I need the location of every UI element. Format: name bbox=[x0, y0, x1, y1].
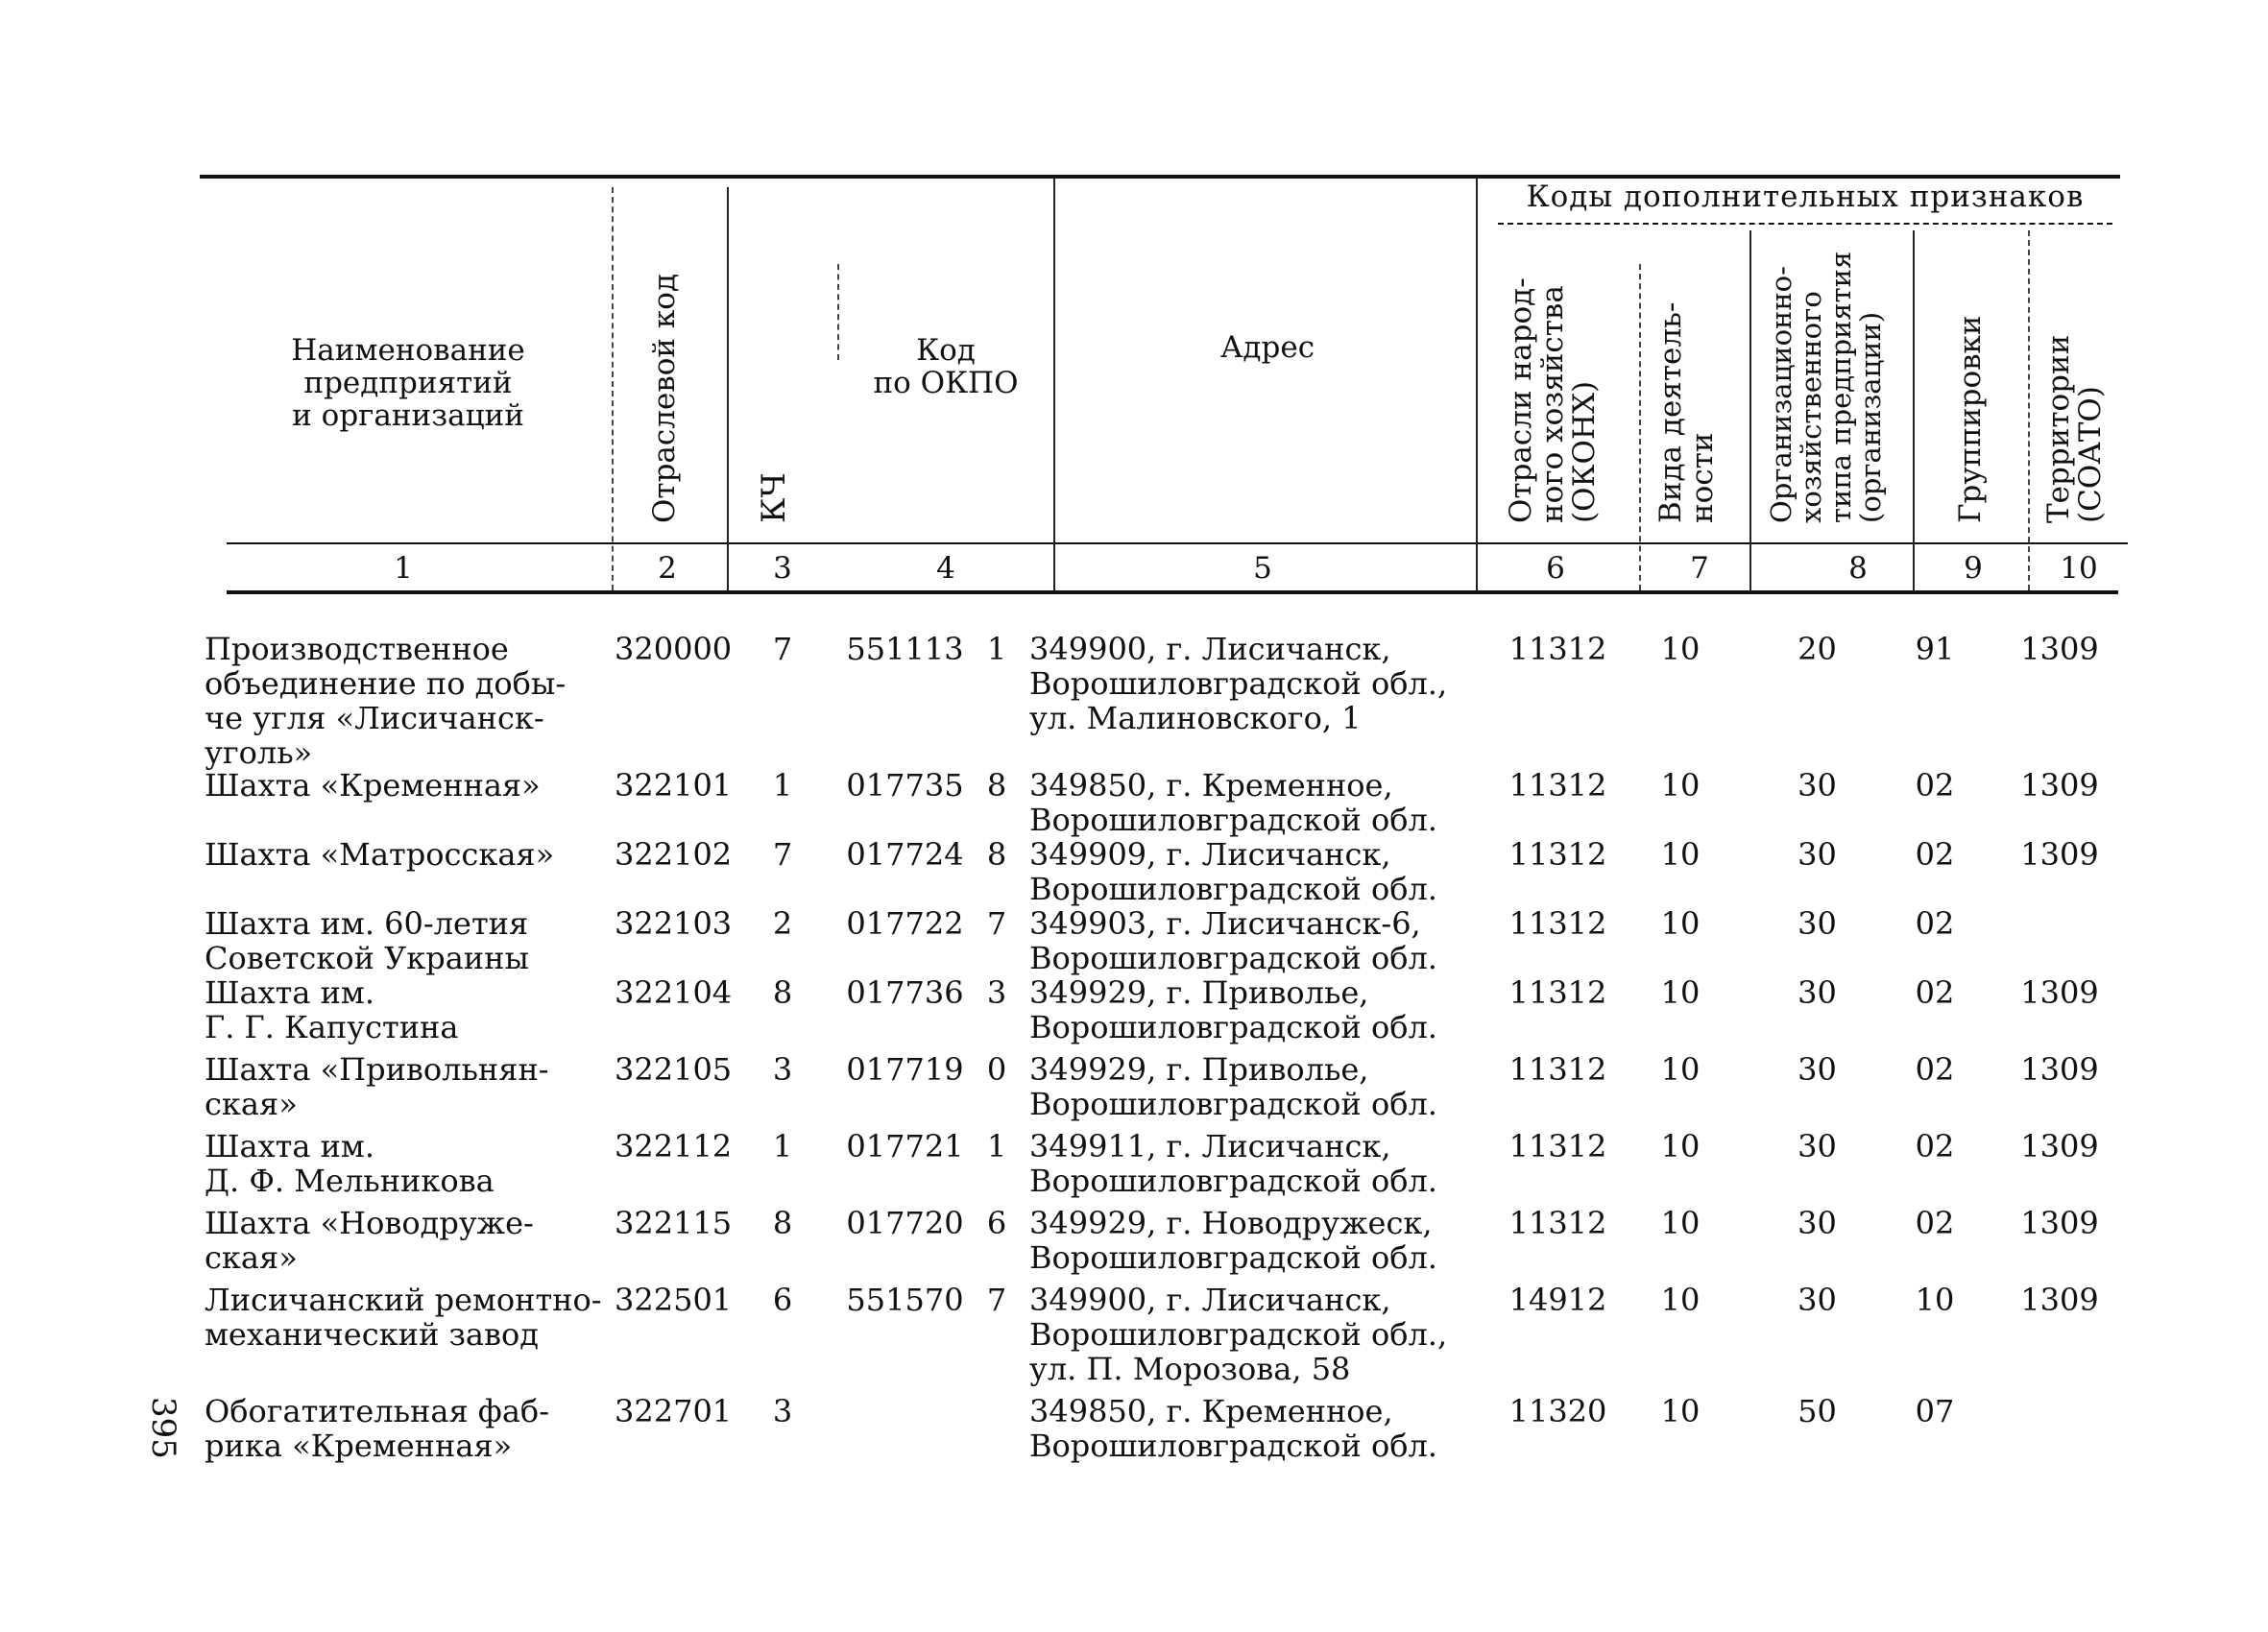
address-line: Ворошиловградской обл. bbox=[1029, 1163, 1437, 1199]
okpo-check-digit: 8 bbox=[986, 836, 1007, 873]
col-sep-7 bbox=[1749, 230, 1751, 590]
okpo-check-digit: 0 bbox=[986, 1051, 1007, 1088]
kch-value: 1 bbox=[772, 767, 793, 804]
activity-code: 10 bbox=[1660, 974, 1701, 1011]
group-code: 02 bbox=[1915, 836, 1955, 873]
enterprise-name-line: Шахта им. bbox=[205, 1128, 374, 1164]
org-type-code: 30 bbox=[1798, 1051, 1837, 1088]
group-code: 02 bbox=[1915, 1051, 1955, 1088]
address-line: Ворошиловградской обл. bbox=[1029, 940, 1437, 976]
soato-code: 1309 bbox=[2020, 836, 2099, 873]
okonh-code: 11312 bbox=[1508, 836, 1607, 873]
col-number: 2 bbox=[658, 551, 677, 586]
activity-code: 10 bbox=[1660, 1205, 1701, 1241]
okonh-code: 11312 bbox=[1508, 1051, 1607, 1088]
org-type-code: 30 bbox=[1798, 1205, 1837, 1241]
org-type-code: 30 bbox=[1798, 1282, 1837, 1318]
enterprise-name bbox=[205, 975, 598, 1044]
address-line: 349903, г. Лисичанск-6, bbox=[1029, 905, 1421, 942]
okpo-code: 017721 bbox=[846, 1128, 964, 1164]
col-number: 3 bbox=[773, 551, 792, 586]
col4-header: Код по ОКПО bbox=[873, 333, 1019, 400]
org-type-code: 30 bbox=[1798, 767, 1837, 804]
col-number: 4 bbox=[936, 551, 955, 586]
okpo-check-digit: 1 bbox=[986, 631, 1007, 667]
col-number: 8 bbox=[1848, 551, 1868, 586]
enterprise-name-line: Шахта «Кременная» bbox=[205, 767, 541, 804]
group-code: 02 bbox=[1915, 905, 1955, 942]
kch-value: 3 bbox=[772, 1051, 793, 1088]
activity-code: 10 bbox=[1660, 836, 1701, 873]
soato-code: 1309 bbox=[2020, 974, 2099, 1011]
okonh-code: 11320 bbox=[1508, 1393, 1607, 1429]
enterprise-name-line: Обогатительная фаб- bbox=[205, 1393, 549, 1429]
address-line: 349900, г. Лисичанск, bbox=[1029, 1282, 1391, 1318]
address bbox=[1029, 768, 1471, 837]
address-line: 349929, г. Новодружеск, bbox=[1029, 1205, 1433, 1241]
enterprise-name bbox=[205, 768, 598, 803]
address-line: Ворошиловградской обл. bbox=[1029, 1086, 1437, 1122]
group-sub-rule bbox=[1498, 223, 2112, 225]
org-type-code: 30 bbox=[1798, 905, 1837, 942]
col-sep-8 bbox=[1913, 230, 1915, 590]
industry-code: 322104 bbox=[615, 974, 733, 1011]
enterprise-name-line: Шахта «Новодруже- bbox=[205, 1205, 534, 1241]
okpo-check-digit: 6 bbox=[986, 1205, 1007, 1241]
enterprise-name-line: Г. Г. Капустина bbox=[205, 1009, 459, 1045]
okpo-check-digit: 7 bbox=[986, 1282, 1007, 1318]
address-line: 349929, г. Приволье, bbox=[1029, 974, 1369, 1011]
address bbox=[1029, 906, 1471, 975]
org-type-code: 30 bbox=[1798, 836, 1837, 873]
col10-header: Территории (СОАТО) bbox=[2041, 334, 2108, 523]
enterprise-name-line: уголь» bbox=[205, 734, 313, 771]
col-sep-2 bbox=[727, 187, 729, 590]
okpo-check-digit: 7 bbox=[986, 905, 1007, 942]
address bbox=[1029, 975, 1471, 1044]
col-sep-9 bbox=[2028, 230, 2030, 590]
activity-code: 10 bbox=[1660, 1282, 1701, 1318]
industry-code: 322501 bbox=[615, 1282, 733, 1318]
enterprise-name bbox=[205, 906, 598, 975]
col-sep-5 bbox=[1476, 178, 1478, 590]
address-line: Ворошиловградской обл. bbox=[1029, 1428, 1437, 1464]
address-line: Ворошиловградской обл. bbox=[1029, 871, 1437, 907]
industry-code: 322701 bbox=[615, 1393, 733, 1429]
kch-value: 6 bbox=[772, 1282, 793, 1318]
org-type-code: 30 bbox=[1798, 974, 1837, 1011]
group-code: 02 bbox=[1915, 1128, 1955, 1164]
enterprise-name bbox=[205, 837, 598, 872]
soato-code: 1309 bbox=[2020, 1051, 2099, 1088]
col-number: 6 bbox=[1546, 551, 1565, 586]
enterprise-name bbox=[205, 1282, 602, 1353]
industry-code: 322115 bbox=[615, 1205, 733, 1241]
col8-header: Организационно- хозяйственного типа предприятия (организации) bbox=[1765, 251, 1887, 523]
activity-code: 10 bbox=[1660, 1393, 1701, 1429]
address-line: 349911, г. Лисичанск, bbox=[1029, 1128, 1391, 1164]
activity-code: 10 bbox=[1660, 631, 1701, 667]
kch-value: 7 bbox=[772, 631, 793, 667]
address-line: Ворошиловградской обл. bbox=[1029, 802, 1437, 838]
col-sep-3 bbox=[837, 264, 839, 360]
col1-header: Наименование предприятий и организаций bbox=[291, 333, 525, 433]
okpo-code: 017722 bbox=[846, 905, 964, 942]
soato-code: 1309 bbox=[2020, 1128, 2099, 1164]
col5-header: Адрес bbox=[1219, 330, 1315, 365]
enterprise-name-line: объединение по добы- bbox=[205, 665, 567, 702]
group-header: Коды дополнительных признаков bbox=[1526, 180, 2085, 214]
soato-code: 1309 bbox=[2020, 631, 2099, 667]
address-line: 349900, г. Лисичанск, bbox=[1029, 631, 1391, 667]
okpo-code: 017720 bbox=[846, 1205, 964, 1241]
header-number-rule bbox=[227, 542, 2128, 544]
enterprise-name-line: Шахта им. bbox=[205, 974, 374, 1011]
org-type-code: 30 bbox=[1798, 1128, 1837, 1164]
okonh-code: 11312 bbox=[1508, 767, 1607, 804]
okpo-code: 017719 bbox=[846, 1051, 964, 1088]
address bbox=[1029, 1052, 1471, 1121]
enterprise-name-line: ская» bbox=[205, 1239, 298, 1276]
kch-value: 2 bbox=[772, 905, 793, 942]
okonh-code: 11312 bbox=[1508, 974, 1607, 1011]
enterprise-name bbox=[205, 1394, 598, 1463]
enterprise-name-line: че угля «Лисичанск- bbox=[205, 700, 544, 736]
okonh-code: 11312 bbox=[1508, 1128, 1607, 1164]
address bbox=[1029, 837, 1471, 906]
okpo-code: 017736 bbox=[846, 974, 964, 1011]
address-line: Ворошиловградской обл. bbox=[1029, 1239, 1437, 1276]
kch-value: 7 bbox=[772, 836, 793, 873]
okonh-code: 11312 bbox=[1508, 905, 1607, 942]
address bbox=[1029, 1394, 1471, 1463]
group-code: 02 bbox=[1915, 1205, 1955, 1241]
kch-value: 8 bbox=[772, 974, 793, 1011]
okpo-check-digit: 3 bbox=[986, 974, 1007, 1011]
kch-value: 3 bbox=[772, 1393, 793, 1429]
enterprise-name-line: Шахта им. 60-летия bbox=[205, 905, 529, 942]
col2-header: Отраслевой код bbox=[647, 273, 682, 523]
org-type-code: 50 bbox=[1798, 1393, 1837, 1429]
industry-code: 322103 bbox=[615, 905, 733, 942]
group-code: 91 bbox=[1915, 631, 1955, 667]
enterprise-name bbox=[205, 1129, 598, 1198]
address-line: Ворошиловградской обл. bbox=[1029, 1009, 1437, 1045]
soato-code: 1309 bbox=[2020, 1205, 2099, 1241]
col6-header: Отрасли народ- ного хозяйства (ОКОНХ) bbox=[1504, 277, 1602, 523]
address-line: ул. Малиновского, 1 bbox=[1029, 700, 1362, 736]
activity-code: 10 bbox=[1660, 767, 1701, 804]
col-number: 7 bbox=[1690, 551, 1709, 586]
activity-code: 10 bbox=[1660, 905, 1701, 942]
activity-code: 10 bbox=[1660, 1128, 1701, 1164]
address bbox=[1029, 1283, 1471, 1386]
group-code: 02 bbox=[1915, 767, 1955, 804]
okpo-check-digit: 1 bbox=[986, 1128, 1007, 1164]
soato-code: 1309 bbox=[2020, 767, 2099, 804]
okonh-code: 14912 bbox=[1508, 1282, 1607, 1318]
okonh-code: 11312 bbox=[1508, 1205, 1607, 1241]
industry-code: 322112 bbox=[615, 1128, 733, 1164]
enterprise-name-line: механический завод bbox=[205, 1316, 539, 1353]
enterprise-name-line: Шахта «Матросская» bbox=[205, 836, 555, 873]
col9-header: Группировки bbox=[1953, 315, 1988, 523]
okonh-code: 11312 bbox=[1508, 631, 1607, 667]
enterprise-name-line: Советской Украины bbox=[205, 940, 529, 976]
enterprise-name bbox=[205, 1206, 598, 1275]
industry-code: 322105 bbox=[615, 1051, 733, 1088]
address-line: Ворошиловградской обл., bbox=[1029, 665, 1448, 702]
okpo-code: 551113 bbox=[846, 631, 964, 667]
col7-header: Вида деятель- ности bbox=[1653, 301, 1720, 523]
group-code: 07 bbox=[1915, 1393, 1955, 1429]
okpo-code: 551570 bbox=[846, 1282, 964, 1318]
address-line: 349850, г. Кременное, bbox=[1029, 767, 1393, 804]
industry-code: 322102 bbox=[615, 836, 733, 873]
col-number: 9 bbox=[1964, 551, 1983, 586]
group-code: 10 bbox=[1915, 1282, 1955, 1318]
kch-value: 1 bbox=[772, 1128, 793, 1164]
address-line: 349929, г. Приволье, bbox=[1029, 1051, 1369, 1088]
address bbox=[1029, 1129, 1471, 1198]
okpo-check-digit: 8 bbox=[986, 767, 1007, 804]
col-number: 10 bbox=[2060, 551, 2098, 586]
address bbox=[1029, 1206, 1471, 1275]
enterprise-name-line: Шахта «Привольнян- bbox=[205, 1051, 549, 1088]
industry-code: 322101 bbox=[615, 767, 733, 804]
address-line: 349850, г. Кременное, bbox=[1029, 1393, 1393, 1429]
col-sep-6 bbox=[1639, 264, 1641, 590]
col-sep-1 bbox=[612, 187, 614, 590]
enterprise-name-line: Производственное bbox=[205, 631, 509, 667]
address bbox=[1029, 632, 1471, 735]
col-number: 1 bbox=[394, 551, 413, 586]
activity-code: 10 bbox=[1660, 1051, 1701, 1088]
industry-code: 320000 bbox=[615, 631, 733, 667]
enterprise-name-line: Д. Ф. Мельникова bbox=[205, 1163, 495, 1199]
header-bottom-rule bbox=[227, 590, 2118, 594]
page-number: 395 bbox=[144, 1397, 182, 1459]
enterprise-name-line: Лисичанский ремонтно- bbox=[205, 1282, 602, 1318]
soato-code: 1309 bbox=[2020, 1282, 2099, 1318]
enterprise-name-line: ская» bbox=[205, 1086, 298, 1122]
col3-header: КЧ bbox=[755, 472, 793, 523]
address-line: Ворошиловградской обл., bbox=[1029, 1316, 1448, 1353]
okpo-code: 017735 bbox=[846, 767, 964, 804]
org-type-code: 20 bbox=[1798, 631, 1837, 667]
address-line: 349909, г. Лисичанск, bbox=[1029, 836, 1391, 873]
col-number: 5 bbox=[1253, 551, 1272, 586]
table-top-rule bbox=[200, 175, 2120, 179]
enterprise-name-line: рика «Кременная» bbox=[205, 1428, 513, 1464]
group-code: 02 bbox=[1915, 974, 1955, 1011]
enterprise-name bbox=[205, 1052, 598, 1121]
col-sep-4 bbox=[1053, 178, 1055, 590]
address-line: ул. П. Морозова, 58 bbox=[1029, 1351, 1351, 1387]
enterprise-name bbox=[205, 632, 598, 770]
okpo-code: 017724 bbox=[846, 836, 964, 873]
kch-value: 8 bbox=[772, 1205, 793, 1241]
